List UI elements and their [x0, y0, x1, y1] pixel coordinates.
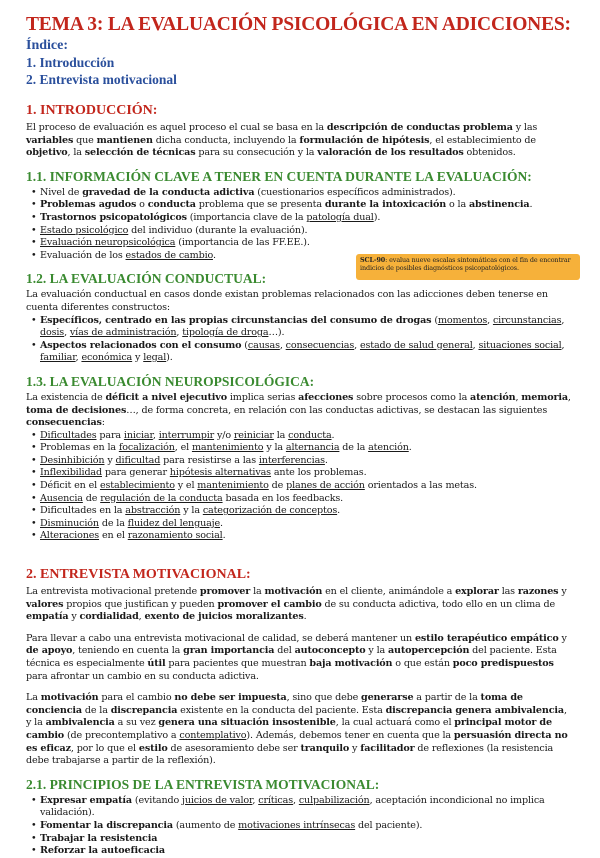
neuro-consequences-list: [26, 430, 574, 543]
list-item: • Específicos, centrado en las propias circunstancias del consumo de drogas (momentos, circunstancias, dosis, vías de administración, tipología de droga…).: [26, 315, 574, 340]
section-1-1-heading: 1.1. INFORMACIÓN CLAVE A TENER EN CUENTA DURANTE LA EVALUACIÓN:: [26, 168, 532, 184]
key-info-list: [26, 187, 574, 263]
list-item: • Déficit en el establecimiento y el mantenimiento de planes de acción orientados a las metas.: [26, 480, 574, 493]
list-item: • Dificultades para iniciar, interrumpir y/o reiniciar la conducta.: [26, 430, 574, 443]
list-item: • Problemas en la focalización, el mantenimiento y la alternancia de la atención.: [26, 442, 574, 455]
index-item-introduccion[interactable]: 1. Introducción: [26, 55, 115, 70]
list-item: • Evaluación neuropsicológica (importancia de las FF.EE.).: [26, 237, 574, 250]
index-item-entrevista[interactable]: 2. Entrevista motivacional: [26, 72, 177, 87]
section-1-2-heading: 1.2. LA EVALUACIÓN CONDUCTUAL:: [26, 271, 267, 287]
index-heading: Índice:: [26, 38, 68, 53]
list-item: • Trastornos psicopatológicos (importancia clave de la patología dual).: [26, 212, 574, 225]
section-1-3-heading: 1.3. LA EVALUACIÓN NEUROPSICOLÓGICA:: [26, 373, 315, 389]
list-item: • Estado psicológico del individuo (durante la evaluación).: [26, 225, 574, 238]
list-item: • Nivel de gravedad de la conducta adictiva (cuestionarios específicos administrados).: [26, 187, 574, 200]
list-item: • Desinhibición y dificultad para resistirse a las interferencias.: [26, 455, 574, 468]
list-item: • Problemas agudos o conducta problema que se presenta durante la intoxicación o la abstinencia.: [26, 199, 574, 212]
principles-list: [26, 795, 574, 858]
list-item: • Dificultades en la abstracción y la categorización de conceptos.: [26, 505, 574, 518]
section-2-paragraph-2: Para llevar a cabo una entrevista motivacional de calidad, se deberá mantener un estilo terapéutico empático y de apoyo, teniendo en cuenta la gran importancia del autoconcepto y la autopercepción del paciente. Esta técnica es especialmente útil para pacientes que muestran baja motivación o que están poco predispuestos para afrontar un cambio en su conducta adictiva.: [26, 632, 567, 682]
list-item: • Reforzar la autoeficacia: [26, 845, 574, 858]
document-title: TEMA 3: LA EVALUACIÓN PSICOLÓGICA EN ADICCIONES:: [26, 14, 571, 35]
list-item: • Inflexibilidad para generar hipótesis alternativas ante los problemas.: [26, 467, 574, 480]
list-item: • Disminución de la fluidez del lenguaje.: [26, 518, 574, 531]
section-1-paragraph: El proceso de evaluación es aquel proceso el cual se basa en la descripción de conductas problema y las variables que mantienen dicha conducta, incluyendo la formulación de hipótesis, el establecimiento de objetivo, la selección de técnicas para su consecución y la valoración de los resultados obtenidos.: [26, 122, 538, 159]
list-item: • Trabajar la resistencia: [26, 833, 574, 846]
section-1-3-paragraph: La existencia de déficit a nivel ejecutivo implica serias afecciones sobre procesos como la atención, memoria, toma de decisiones…, de forma concreta, en relación con las conductas adictivas, se destacan las siguientes consecuencias:: [26, 391, 571, 429]
section-2-paragraph-1: La entrevista motivacional pretende promover la motivación en el cliente, animándole a explorar las razones y valores propios que justifican y pueden promover el cambio de su conducta adictiva, todo ello en un clima de empatía y cordialidad, exento de juicios moralizantes.: [26, 586, 567, 623]
list-item: • Fomentar la discrepancia (aumento de motivaciones intrínsecas del paciente).: [26, 820, 574, 833]
list-item: • Expresar empatía (evitando juicios de valor, críticas, culpabilización, aceptación incondicional no implica validación).: [26, 795, 574, 820]
section-2-1-heading: 2.1. PRINCIPIOS DE LA ENTREVISTA MOTIVACIONAL:: [26, 776, 380, 792]
list-item: • Aspectos relacionados con el consumo (causas, consecuencias, estado de salud general, situaciones social, familiar, económica y legal).: [26, 340, 574, 365]
conductual-list: [26, 315, 574, 365]
list-item: • Ausencia de regulación de la conducta basada en los feedbacks.: [26, 493, 574, 506]
section-1-heading: 1. INTRODUCCIÓN:: [26, 103, 158, 118]
section-2-heading: 2. ENTREVISTA MOTIVACIONAL:: [26, 567, 251, 583]
list-item: • Evaluación de los estados de cambio.: [26, 250, 574, 263]
scl90-callout: SCL-90: evalua nueve escalas sintomáticas con el fin de encontrar indicios de posibles diagnósticos psicopatológicos.: [356, 254, 580, 280]
section-1-2-paragraph: La evaluación conductual en casos donde existan problemas relacionados con las adicciones deben tenerse en cuenta diferentes constructos:: [26, 289, 548, 313]
list-item: • Alteraciones en el razonamiento social.: [26, 530, 574, 543]
section-2-paragraph-3: La motivación para el cambio no debe ser impuesta, sino que debe generarse a partir de la toma de conciencia de la discrepancia existente en la conducta del paciente. Esta discrepancia genera ambivalencia, y la ambivalencia a su vez genera una situación insostenible, la cual actuará como el principal motor de cambio (de precontemplativo a contemplativo). Además, debemos tener en cuenta que la persuasión directa no es eficaz, por lo que el estilo de asesoramiento debe ser tranquilo y facilitador de reflexiones (la resistencia debe trabajarse a partir de la reflexión).: [26, 692, 568, 767]
